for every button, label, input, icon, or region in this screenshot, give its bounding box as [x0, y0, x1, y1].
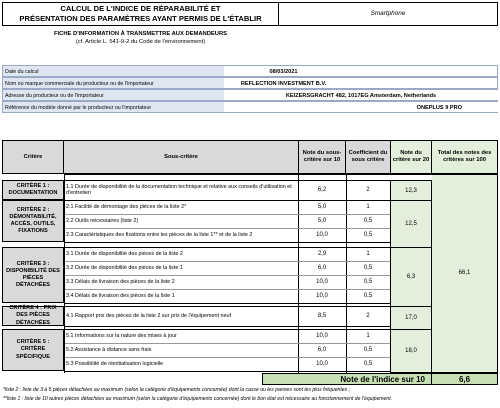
row-divider: [64, 303, 390, 304]
sub-criterion: 3.3 Délais de livraison des pièces de la liste 2: [66, 278, 175, 285]
date-value: 08/03/2021: [224, 65, 343, 77]
sub-note: 10,0: [316, 232, 328, 238]
model-label: Référence du modèle donné par le producteur ou l'importateur: [2, 101, 224, 113]
row-divider: [64, 261, 390, 262]
fiche-line-2: (cf. Article L. 541-9-2 du Code de l'environnement): [75, 39, 206, 45]
criterion-2: CRITÈRE 2 : DÉMONTABILITÉ, ACCÈS, OUTILS, FIXATIONS: [2, 200, 64, 242]
row-divider: [64, 371, 390, 372]
sub-coef: 0,5: [363, 347, 373, 353]
header-note-sous-critere: Note du sous-critère sur 10: [298, 140, 346, 174]
sub-criterion: 2.1 Facilité de démontage des pièces de la liste 2*: [66, 203, 187, 210]
sub-note: 5,0: [317, 204, 327, 210]
sub-note: 10,0: [316, 361, 328, 367]
sub-coef: 2: [366, 187, 370, 193]
title-line-1: CALCUL DE L'INDICE DE RÉPARABILITÉ ET: [60, 4, 221, 13]
sub-criterion: 2.2 Outils nécessaires (liste 2): [66, 217, 139, 224]
header-critere: Critère: [2, 140, 64, 174]
row-divider: [64, 200, 390, 201]
info-row-producer: [2, 77, 498, 89]
sub-criterion: 3.1 Durée de disponibilité des pièces de la liste 2: [66, 250, 183, 257]
footnote-liste-2: *liste 2 : liste de 3 à 5 pièces détachées au maximum (selon la catégorie d'équipements concernée) dont la casse ou les pannes sont les plus fréquentes ;: [3, 387, 350, 393]
sub-criterion: 5.2 Assistance à distance sans frais: [66, 346, 152, 353]
sub-coef: 0,5: [363, 265, 373, 271]
info-row-model: [2, 101, 498, 113]
sub-note: 8,5: [317, 313, 327, 319]
sub-criterion: 3.2 Durée de disponibilité des pièces de la liste 1: [66, 264, 183, 271]
criterion-4: CRITÈRE 4 : PRIX DES PIÈCES DÉTACHÉES: [2, 306, 64, 326]
sub-coef: 1: [366, 204, 370, 210]
info-pad: [343, 65, 498, 77]
address-value: KEIZERSGRACHT 482, 1017EG Amsterdam, Netherlands: [224, 89, 498, 101]
date-label: Date du calcul: [2, 65, 224, 77]
criterion-4-note: 17,0: [390, 306, 432, 329]
row-divider: [64, 247, 390, 248]
final-score-label: Note de l'indice sur 10: [262, 373, 432, 385]
producer-label: Nom ou marque commerciale du producteur ou de l'importateur: [2, 77, 224, 89]
row-divider: [64, 343, 390, 344]
info-pad: [343, 77, 498, 89]
sub-criterion: 3.4 Délais de livraison des pièces de la liste 1: [66, 292, 175, 299]
criterion-1: CRITÈRE 1 : DOCUMENTATION: [2, 180, 64, 200]
total-score: 66,1: [432, 174, 498, 373]
row-divider: [64, 329, 390, 330]
header-sous-critere: Sous-critère: [64, 140, 298, 174]
row-divider: [64, 228, 390, 229]
fiche-info: [2, 30, 279, 46]
sub-criterion: 1.1 Durée de disponibilité de la documentation technique et relative aux conseils d'utilisation et d'entretien: [66, 183, 292, 196]
sub-coef: 0,5: [363, 279, 373, 285]
grid-line: [64, 174, 498, 175]
row-divider: [64, 357, 390, 358]
criterion-5-note: 18,0: [390, 329, 432, 373]
sub-coef: 0,5: [363, 232, 373, 238]
sub-note: 6,2: [317, 187, 327, 193]
sub-coef: 1: [366, 251, 370, 257]
criterion-5: CRITÈRE 5 : CRITÈRE SPÉCIFIQUE: [2, 329, 64, 371]
grid-line: [64, 174, 65, 373]
footnote-liste-1: **liste 1 : liste de 10 autres pièces détachées au maximum (selon la catégorie d'équipements concernée) dont le bon état est nécessaire au fonctionnement de l'équipement.: [3, 396, 393, 402]
sub-criterion: 5.3 Possibilité de réinitialisation logicielle: [66, 360, 164, 367]
sub-coef: 0,5: [363, 293, 373, 299]
product-type: Smartphone: [279, 2, 498, 26]
sub-note: 10,0: [316, 333, 328, 339]
row-divider: [64, 242, 390, 243]
address-label: Adresse du producteur ou de l'importateur: [2, 89, 224, 101]
final-score-row: [2, 373, 498, 385]
sub-coef: 0,5: [363, 218, 373, 224]
sub-note: 5,0: [317, 218, 327, 224]
document-title: [2, 2, 279, 26]
producer-value: REFLECTION INVESTMENT B.V.: [224, 77, 343, 89]
criterion-3-note: 6,3: [390, 247, 432, 306]
final-score-value: 6,6: [432, 373, 498, 385]
grid-line: [64, 180, 390, 181]
header-coefficient: Coefficient du sous critère: [346, 140, 390, 174]
criterion-3: CRITÈRE 3 : DISPONIBILITÉ DES PIÈCES DÉTACHÉES: [2, 247, 64, 303]
fiche-line-1: FICHE D'INFORMATION À TRANSMETTRE AUX DEMANDEURS: [53, 31, 228, 37]
sub-note: 6,0: [317, 265, 327, 271]
model-value: ONEPLUS 9 PRO: [224, 101, 498, 113]
sub-criterion: 5.1 Informations sur la nature des mises à jour: [66, 332, 177, 339]
sub-coef: 0,5: [363, 361, 373, 367]
sub-note: 6,0: [317, 347, 327, 353]
score-table: [2, 140, 498, 392]
criterion-1-note: 12,3: [390, 180, 432, 200]
sub-note: 10,0: [316, 293, 328, 299]
sub-criterion: 4.1 Rapport prix des pièces de la liste 2 sur prix de l'équipement neuf: [66, 312, 231, 319]
sub-coef: 2: [366, 313, 370, 319]
row-divider: [64, 326, 390, 327]
sub-coef: 1: [366, 333, 370, 339]
row-divider: [64, 289, 390, 290]
info-row-date: [2, 65, 498, 77]
sub-note: 2,9: [317, 251, 327, 257]
sub-note: 10,0: [316, 279, 328, 285]
header-note-critere: Note du critère sur 20: [390, 140, 432, 174]
info-row-address: [2, 89, 498, 101]
title-line-2: PRÉSENTATION DES PARAMÈTRES AYANT PERMIS DE L'ÉTABLIR: [19, 14, 262, 23]
header-total: Total des notes des critères sur 100: [432, 140, 498, 174]
row-divider: [64, 306, 390, 307]
criterion-2-note: 12,5: [390, 200, 432, 247]
row-divider: [64, 214, 390, 215]
row-divider: [64, 275, 390, 276]
sub-criterion: 2.3 Caractéristiques des fixations entre les pièces de la liste 1** et de la liste 2: [66, 231, 253, 238]
